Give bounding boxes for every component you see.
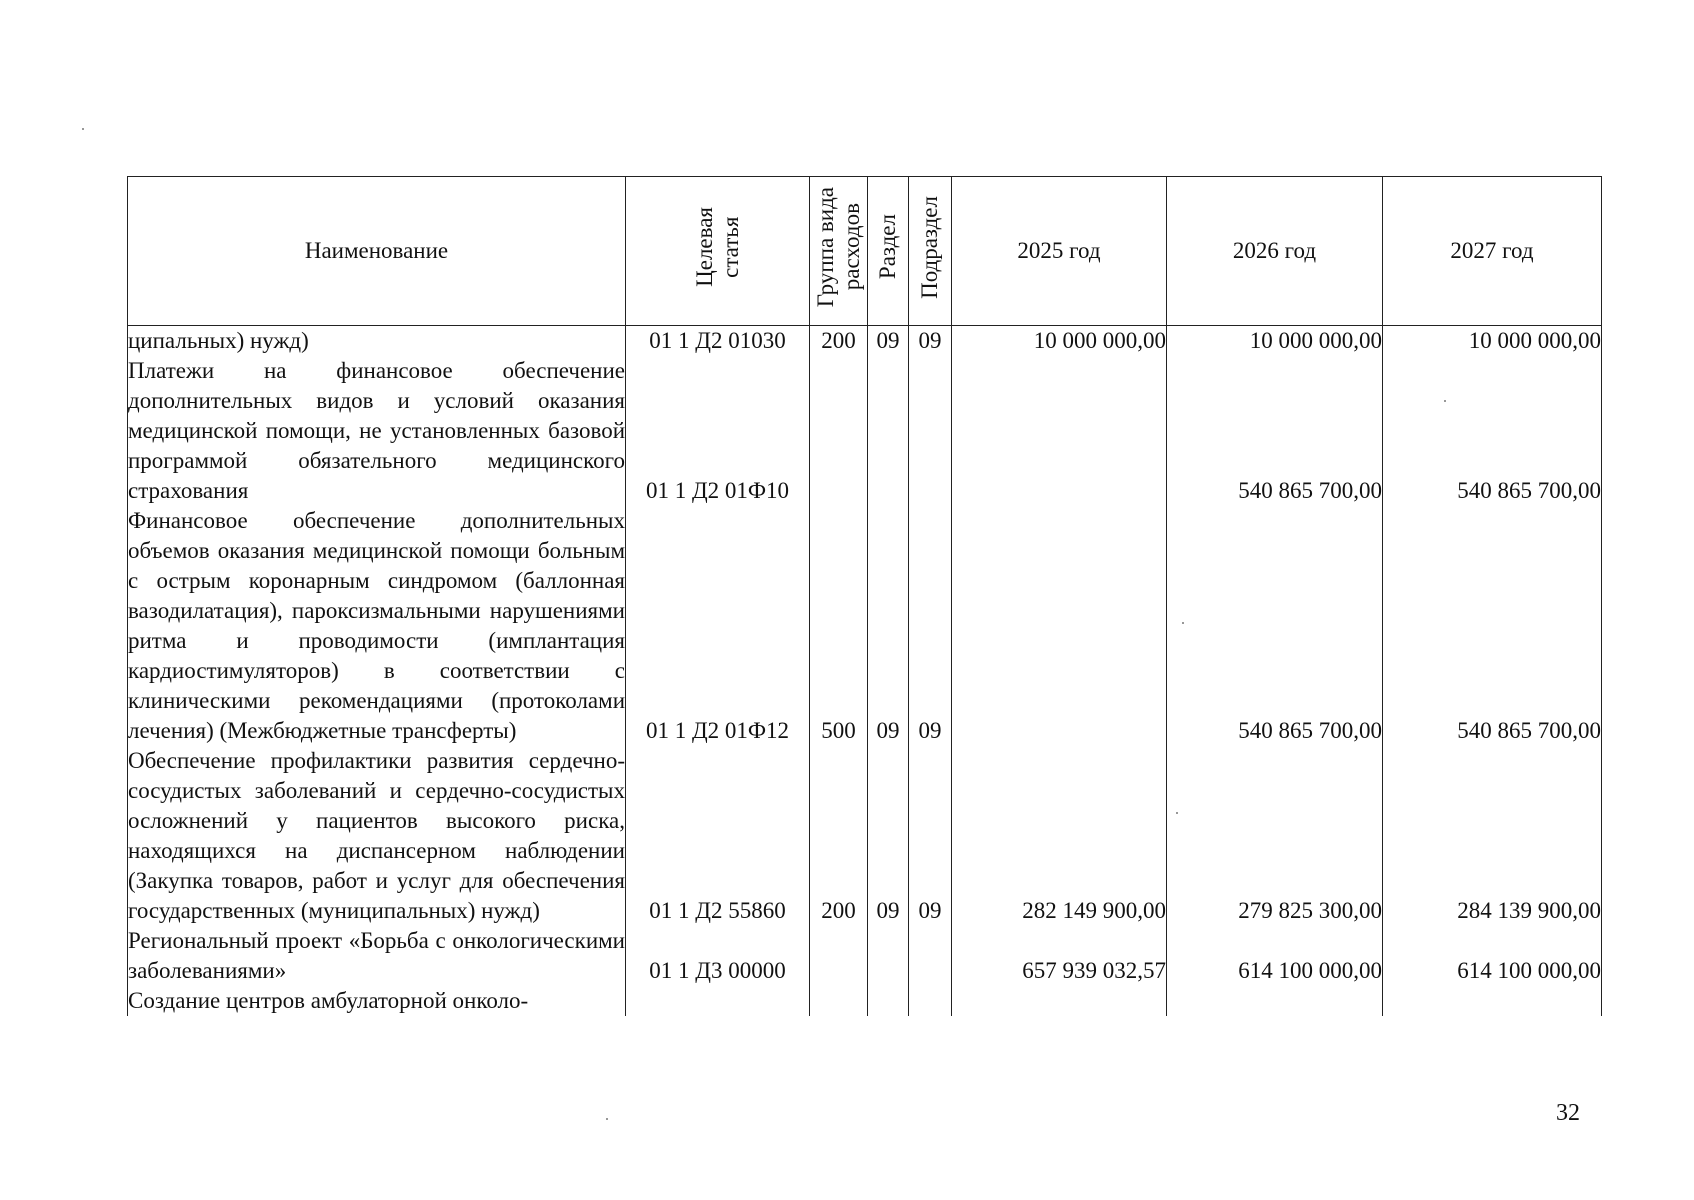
scan-speck [1444, 400, 1446, 402]
row-2025: 282 149 900,00 [952, 746, 1167, 926]
row-group: 500 [810, 506, 868, 746]
table-row [128, 326, 1602, 357]
header-name: Наименование [128, 177, 626, 326]
row-2027 [1383, 986, 1602, 1016]
header-expense-group-label: Группа вида расходов [812, 186, 864, 308]
table-row [128, 986, 1602, 1016]
header-expense-group [810, 177, 868, 326]
row-2026: 540 865 700,00 [1167, 506, 1383, 746]
scan-speck [606, 1118, 608, 1120]
row-name-text: Финансовое обеспечение дополнительных объемов оказания медицинской помощи больным с острым коронарным синдромом (баллонная вазодилатация), пароксизмальными нарушениями ритма и проводимости (имплантация кардиостимуляторов) в соответствии с клиническими рекомендациями (протоколами лечения) (Межбюджетные трансферты) [128, 508, 625, 743]
header-row [128, 177, 1602, 326]
row-2025 [952, 356, 1167, 506]
header-subsection-label: Подраздел [917, 195, 942, 299]
row-section [868, 986, 909, 1016]
row-section [868, 356, 909, 506]
row-section: 09 [868, 326, 909, 357]
row-2025 [952, 986, 1167, 1016]
row-name [128, 926, 626, 986]
row-2026: 279 825 300,00 [1167, 746, 1383, 926]
row-section: 09 [868, 506, 909, 746]
row-2026 [1167, 986, 1383, 1016]
page-number: 32 [1556, 1100, 1580, 1126]
row-2026: 614 100 000,00 [1167, 926, 1383, 986]
row-section [868, 926, 909, 986]
row-2027: 284 139 900,00 [1383, 746, 1602, 926]
row-group: 200 [810, 326, 868, 357]
header-2027: 2027 год [1383, 177, 1602, 326]
row-2025 [952, 506, 1167, 746]
scan-speck [1182, 622, 1184, 624]
row-code: 01 1 Д2 01Ф12 [626, 506, 810, 746]
table-row [128, 356, 1602, 506]
row-code: 01 1 Д3 00000 [626, 926, 810, 986]
row-code: 01 1 Д2 01Ф10 [626, 356, 810, 506]
table-row [128, 926, 1602, 986]
row-group [810, 926, 868, 986]
table-row [128, 506, 1602, 746]
row-name-text: Обеспечение профилактики развития сердечно-сосудистых заболеваний и сердечно-сосудистых осложнений у пациентов высокого риска, находящихся на диспансерном наблюдении (Закупка товаров, работ и услуг для обеспечения государственных (муниципальных) нужд) [128, 748, 625, 923]
row-section: 09 [868, 746, 909, 926]
row-2026: 10 000 000,00 [1167, 326, 1383, 357]
row-2027: 614 100 000,00 [1383, 926, 1602, 986]
row-2025: 657 939 032,57 [952, 926, 1167, 986]
row-2027: 10 000 000,00 [1383, 326, 1602, 357]
header-target-article [626, 177, 810, 326]
row-code [626, 986, 810, 1016]
row-code: 01 1 Д2 01030 [626, 326, 810, 357]
row-subsection [909, 986, 952, 1016]
row-name [128, 506, 626, 746]
header-target-article-label: Целевая статья [691, 207, 743, 287]
row-2026: 540 865 700,00 [1167, 356, 1383, 506]
row-subsection [909, 356, 952, 506]
row-group [810, 356, 868, 506]
scan-speck [82, 128, 84, 130]
row-name-text: Платежи на финансовое обеспечение дополнительных видов и условий оказания медицинской помощи, не установленных базовой программой обязательного медицинского страхования [128, 358, 625, 503]
row-subsection [909, 926, 952, 986]
row-2027: 540 865 700,00 [1383, 356, 1602, 506]
header-2026: 2026 год [1167, 177, 1383, 326]
row-group [810, 986, 868, 1016]
row-name-text: ципальных) нужд) [128, 328, 309, 353]
row-name [128, 356, 626, 506]
row-subsection: 09 [909, 746, 952, 926]
row-2025: 10 000 000,00 [952, 326, 1167, 357]
table-row [128, 746, 1602, 926]
row-code: 01 1 Д2 55860 [626, 746, 810, 926]
row-name [128, 746, 626, 926]
row-name-text: Создание центров амбулаторной онколо- [128, 988, 529, 1013]
row-group: 200 [810, 746, 868, 926]
row-subsection: 09 [909, 326, 952, 357]
budget-table-page [127, 176, 1601, 1076]
row-name [128, 986, 626, 1016]
scan-speck [1176, 812, 1178, 814]
header-section-label: Раздел [875, 214, 900, 280]
row-subsection: 09 [909, 506, 952, 746]
budget-table [127, 176, 1602, 1016]
row-name-text: Региональный проект «Борьба с онкологическими заболеваниями» [128, 928, 625, 983]
header-2025: 2025 год [952, 177, 1167, 326]
header-subsection [909, 177, 952, 326]
header-section [868, 177, 909, 326]
row-2027: 540 865 700,00 [1383, 506, 1602, 746]
row-name [128, 326, 626, 357]
